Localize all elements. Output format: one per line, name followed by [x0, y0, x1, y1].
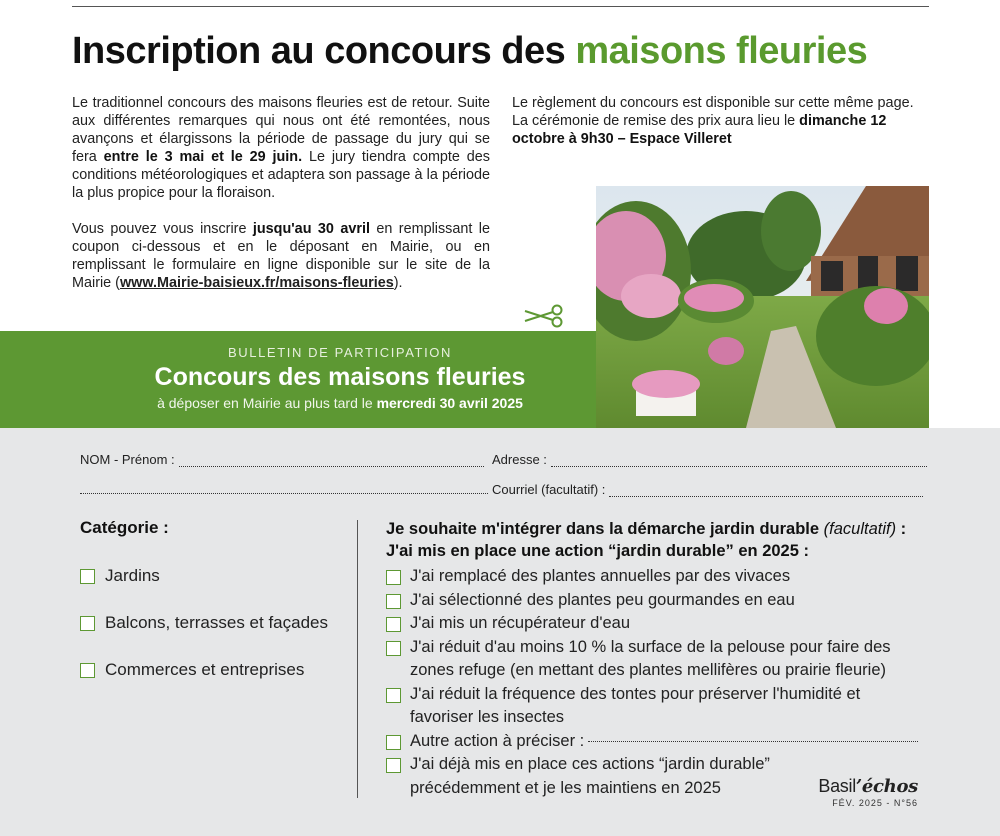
deadline: jusqu'au 30 avril	[252, 221, 370, 237]
address-label: Adresse :	[492, 452, 547, 467]
email-label: Courriel (facultatif) :	[492, 482, 606, 497]
eco-item-recuperateur[interactable]	[386, 612, 926, 636]
name-field[interactable]	[80, 452, 484, 467]
checkbox[interactable]	[386, 570, 401, 585]
banner-text	[90, 345, 590, 411]
eco-item-vivaces[interactable]	[386, 565, 926, 589]
eco-item-label: J'ai réduit d'au moins 10 % la surface de la pelouse pour faire des zones refuge (en mettant des plantes mellifères ou prairie fleurie)	[410, 637, 891, 679]
eco-item-label: J'ai sélectionné des plantes peu gourmandes en eau	[410, 590, 795, 609]
participation-banner	[0, 331, 596, 428]
eco-item-pelouse[interactable]	[386, 636, 926, 683]
eco-heading	[386, 518, 926, 562]
banner-sub-text: à déposer en Mairie au plus tard le	[157, 395, 377, 411]
title-prefix: Inscription au concours des	[72, 30, 576, 72]
category-title: Catégorie :	[80, 518, 169, 537]
jury-dates: entre le 3 mai et le 29 juin.	[103, 149, 303, 165]
logo-part-b: ’échos	[855, 776, 918, 797]
eco-item-eau[interactable]	[386, 589, 926, 613]
scissors-icon	[523, 303, 565, 329]
intro-right-column	[512, 94, 932, 148]
logo-part-a: Basil	[818, 776, 856, 796]
banner-subtitle	[90, 395, 590, 411]
address-input-line[interactable]	[551, 455, 927, 467]
checkbox[interactable]	[80, 616, 95, 631]
checkbox[interactable]	[386, 688, 401, 703]
eco-title	[386, 518, 926, 540]
page-title	[72, 30, 867, 73]
category-label: Commerces et entreprises	[105, 660, 305, 679]
eco-item-autre[interactable]	[386, 730, 926, 754]
address-input-line-2[interactable]	[80, 482, 488, 494]
intro-paragraph-1	[72, 94, 490, 202]
checkbox[interactable]	[386, 594, 401, 609]
intro-paragraph-2	[72, 220, 490, 292]
intro-text: Le traditionnel concours des maisons fleuries est de retour. Suite aux différentes remarques qui nous ont été remontées, nous avançons et élargissons la période de passage du jury qui se fera	[72, 95, 490, 165]
checkbox[interactable]	[386, 758, 401, 773]
category-jardins[interactable]	[80, 566, 160, 586]
eco-optional: (facultatif)	[823, 520, 897, 538]
checkbox[interactable]	[80, 663, 95, 678]
intro-text: ).	[393, 275, 403, 291]
banner-title: Concours des maisons fleuries	[154, 363, 526, 391]
checkbox[interactable]	[386, 735, 401, 750]
garden-photo	[596, 186, 929, 428]
title-accent: maisons fleuries	[575, 30, 868, 72]
eco-item-label: Autre action à préciser :	[410, 731, 585, 750]
intro-text: en remplissant le coupon ci-dessous et en le déposant en Mairie, ou en remplissant le formulaire en ligne disponible sur le site de la Mairie (	[72, 221, 490, 291]
ceremony-text: Le règlement du concours est disponible sur cette même page. La cérémonie de remise des prix aura lieu le	[512, 95, 914, 129]
banner-deadline: mercredi 30 avril 2025	[376, 395, 523, 411]
banner-kicker: BULLETIN DE PARTICIPATION	[228, 345, 452, 360]
name-label: NOM - Prénom :	[80, 452, 175, 467]
email-field[interactable]	[492, 482, 923, 497]
intro-left-column	[72, 94, 490, 292]
issue-number: FÉV. 2025 - N°56	[832, 798, 918, 808]
ceremony-date: dimanche 12 octobre à 9h30 – Espace Villeret	[512, 113, 887, 147]
address-field[interactable]	[492, 452, 927, 467]
address-line-2[interactable]	[80, 482, 488, 494]
category-balcons[interactable]	[80, 613, 328, 633]
logo-wordmark	[818, 776, 918, 797]
eco-title-text: Je souhaite m'intégrer dans la démarche jardin durable	[386, 520, 824, 538]
email-input-line[interactable]	[609, 485, 923, 497]
checkbox[interactable]	[386, 641, 401, 656]
category-commerces[interactable]	[80, 660, 304, 680]
basilechos-logo	[818, 776, 918, 808]
checkbox[interactable]	[80, 569, 95, 584]
intro-text: Le jury tiendra compte des conditions météorologiques et adaptera son passage à la période la plus propice pour la floraison.	[72, 149, 491, 201]
eco-subtitle: J'ai mis en place une action “jardin durable” en 2025 :	[386, 542, 809, 560]
eco-title-colon: :	[896, 520, 907, 538]
checkbox[interactable]	[386, 617, 401, 632]
intro-text: Vous pouvez vous inscrire	[72, 221, 253, 237]
name-input-line[interactable]	[179, 455, 484, 467]
eco-item-label: J'ai réduit la fréquence des tontes pour préserver l'humidité et favoriser les insectes	[410, 684, 861, 726]
eco-item-tontes[interactable]	[386, 683, 926, 730]
category-label: Jardins	[105, 566, 160, 585]
eco-item-label: J'ai déjà mis en place ces actions “jardin durable” précédemment et je les maintiens en 2025	[410, 755, 770, 797]
top-rule	[72, 6, 929, 7]
eco-item-label: J'ai remplacé des plantes annuelles par des vivaces	[410, 567, 791, 585]
eco-item-label: J'ai mis un récupérateur d'eau	[410, 614, 631, 632]
eco-actions-list	[386, 565, 926, 800]
column-divider	[357, 520, 358, 798]
ceremony-paragraph	[512, 94, 932, 148]
mairie-link[interactable]: www.Mairie-baisieux.fr/maisons-fleuries	[119, 275, 394, 291]
autre-input-line[interactable]	[588, 730, 918, 742]
category-label: Balcons, terrasses et façades	[105, 613, 329, 632]
